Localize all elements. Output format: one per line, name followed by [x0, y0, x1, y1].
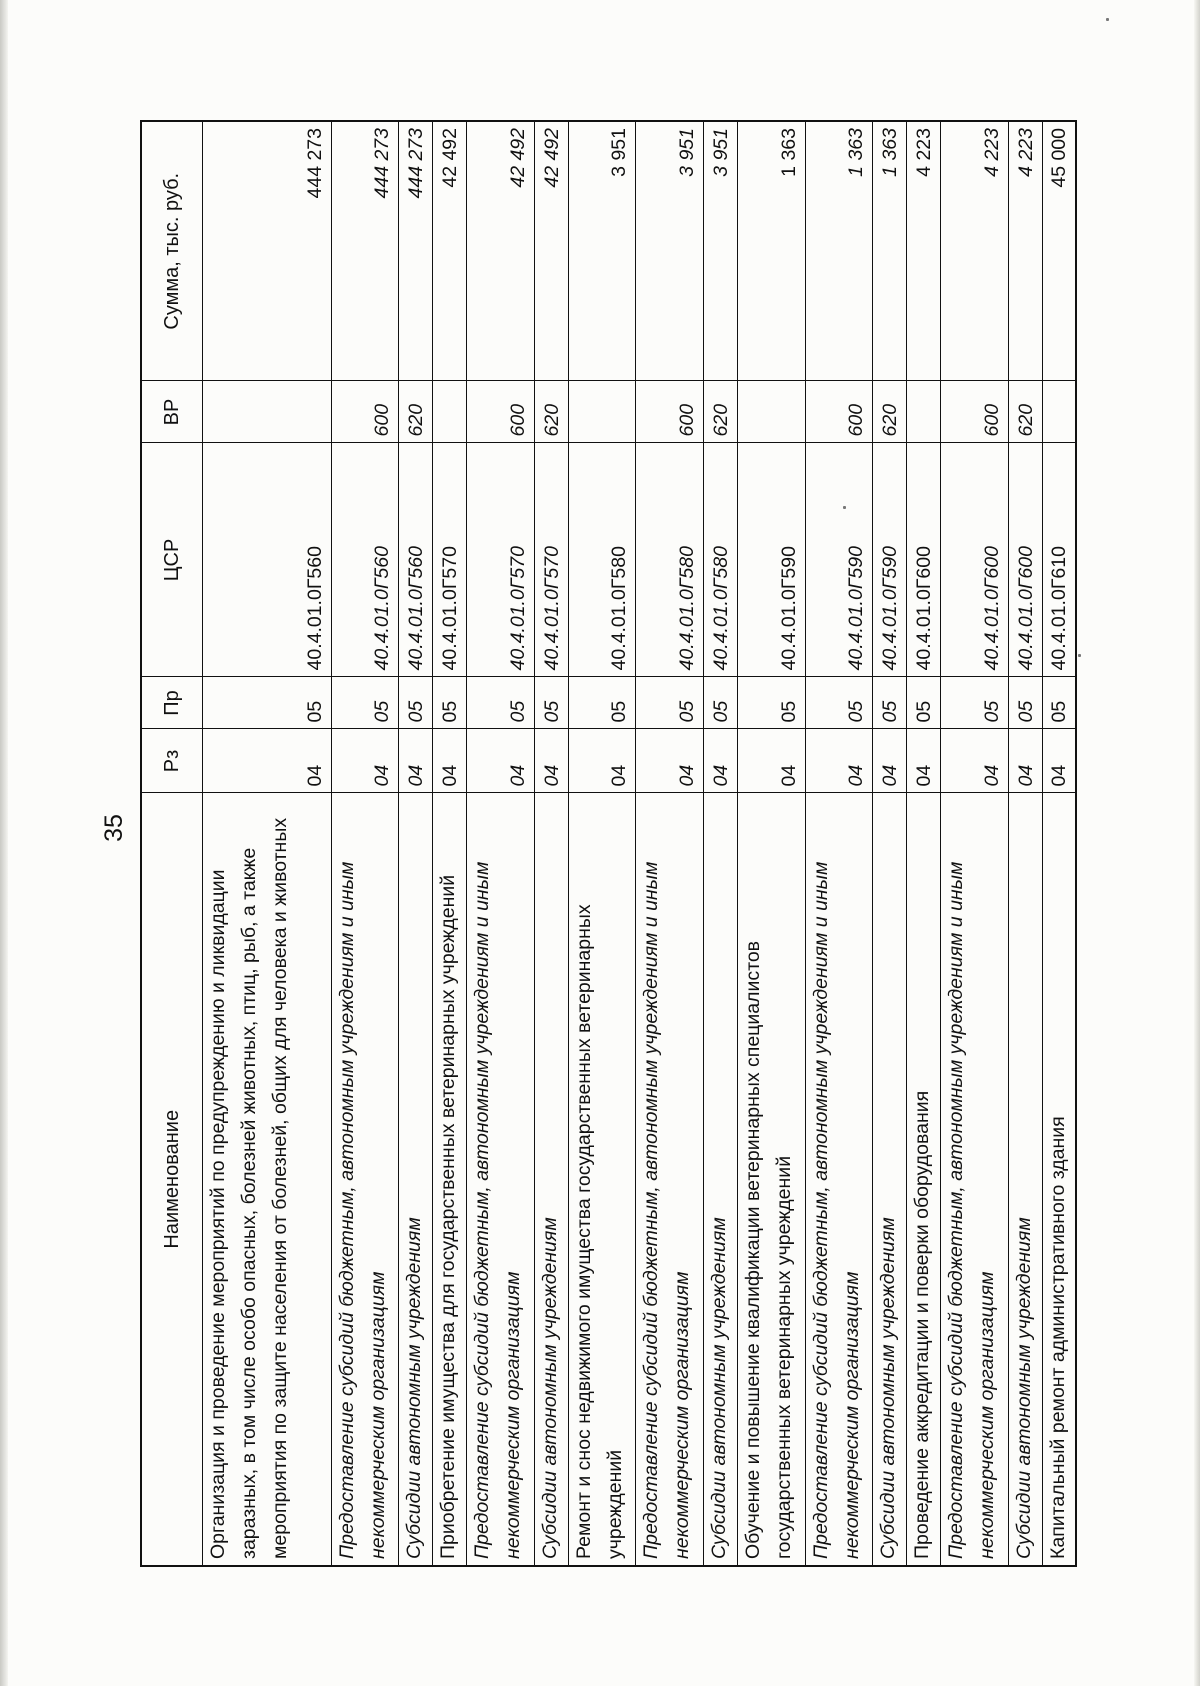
cell-vr: 620: [399, 381, 433, 443]
cell-name: Проведение аккредитации и поверки оборудования: [907, 793, 941, 1566]
cell-vr: [1042, 381, 1076, 443]
cell-sum: 3 951: [704, 121, 738, 381]
cell-sum: 1 363: [805, 121, 873, 381]
cell-rz: 04: [941, 729, 1009, 793]
scan-edge-left: [0, 0, 8, 1686]
cell-rz: 04: [907, 729, 941, 793]
cell-csr: 40.4.01.0Г560: [331, 443, 399, 677]
cell-sum: 42 492: [534, 121, 568, 381]
cell-csr: 40.4.01.0Г590: [805, 443, 873, 677]
cell-rz: 04: [534, 729, 568, 793]
cell-csr: 40.4.01.0Г580: [568, 443, 636, 677]
header-rz: Рз: [141, 729, 202, 793]
cell-pr: 05: [202, 677, 331, 729]
cell-rz: 04: [331, 729, 399, 793]
cell-vr: [737, 381, 805, 443]
cell-name: Субсидии автономным учреждениям: [704, 793, 738, 1566]
table-row: [873, 121, 907, 1566]
page-number: 35: [100, 814, 128, 842]
cell-csr: 40.4.01.0Г610: [1042, 443, 1076, 677]
table-row: [907, 121, 941, 1566]
cell-name: Субсидии автономным учреждениям: [399, 793, 433, 1566]
header-vr: ВР: [141, 381, 202, 443]
scan-edge-right: [1194, 0, 1200, 1686]
cell-rz: 04: [202, 729, 331, 793]
cell-sum: 444 273: [399, 121, 433, 381]
cell-csr: 40.4.01.0Г600: [941, 443, 1009, 677]
cell-name: Предоставление субсидий бюджетным, автономным учреждениям и иным некоммерческим организациям: [331, 793, 399, 1566]
cell-pr: 05: [1042, 677, 1076, 729]
cell-rz: 04: [399, 729, 433, 793]
table-body: [202, 121, 1076, 1566]
cell-vr: [907, 381, 941, 443]
cell-sum: 1 363: [737, 121, 805, 381]
cell-csr: 40.4.01.0Г590: [873, 443, 907, 677]
table-row: [636, 121, 704, 1566]
cell-rz: 04: [636, 729, 704, 793]
cell-vr: 620: [1008, 381, 1042, 443]
cell-csr: 40.4.01.0Г580: [636, 443, 704, 677]
cell-pr: 05: [636, 677, 704, 729]
scan-speck: [1106, 18, 1109, 21]
cell-vr: [568, 381, 636, 443]
header-csr: ЦСР: [141, 443, 202, 677]
cell-vr: 620: [704, 381, 738, 443]
cell-name: Капитальный ремонт административного здания: [1042, 793, 1076, 1566]
cell-sum: 3 951: [636, 121, 704, 381]
cell-vr: [433, 381, 467, 443]
cell-rz: 04: [873, 729, 907, 793]
cell-rz: 04: [568, 729, 636, 793]
table-row: [534, 121, 568, 1566]
cell-sum: 3 951: [568, 121, 636, 381]
cell-sum: 4 223: [941, 121, 1009, 381]
cell-sum: 4 223: [1008, 121, 1042, 381]
cell-pr: 05: [1008, 677, 1042, 729]
cell-sum: 45 000: [1042, 121, 1076, 381]
cell-name: Ремонт и снос недвижимого имущества государственных ветеринарных учреждений: [568, 793, 636, 1566]
cell-vr: [202, 381, 331, 443]
cell-pr: 05: [433, 677, 467, 729]
cell-name: Субсидии автономным учреждениям: [873, 793, 907, 1566]
budget-table: [140, 120, 1077, 1567]
table-row: [737, 121, 805, 1566]
cell-csr: 40.4.01.0Г590: [737, 443, 805, 677]
cell-pr: 05: [534, 677, 568, 729]
cell-name: Предоставление субсидий бюджетным, автономным учреждениям и иным некоммерческим организациям: [467, 793, 535, 1566]
cell-csr: 40.4.01.0Г560: [399, 443, 433, 677]
table-row: [704, 121, 738, 1566]
cell-pr: 05: [399, 677, 433, 729]
cell-name: Обучение и повышение квалификации ветеринарных специалистов государственных ветеринарных учреждений: [737, 793, 805, 1566]
scan-speck: [1078, 654, 1081, 657]
table-header-row: [141, 121, 202, 1566]
cell-vr: 600: [805, 381, 873, 443]
cell-rz: 04: [737, 729, 805, 793]
cell-pr: 05: [737, 677, 805, 729]
cell-vr: 600: [941, 381, 1009, 443]
cell-csr: 40.4.01.0Г600: [907, 443, 941, 677]
cell-rz: 04: [704, 729, 738, 793]
cell-rz: 04: [1042, 729, 1076, 793]
table-row: [941, 121, 1009, 1566]
table-row: [1008, 121, 1042, 1566]
cell-csr: 40.4.01.0Г580: [704, 443, 738, 677]
cell-sum: 42 492: [467, 121, 535, 381]
cell-sum: 42 492: [433, 121, 467, 381]
cell-name: Предоставление субсидий бюджетным, автономным учреждениям и иным некоммерческим организациям: [941, 793, 1009, 1566]
budget-table-container: [140, 122, 1077, 1567]
cell-csr: 40.4.01.0Г570: [534, 443, 568, 677]
cell-name: Субсидии автономным учреждениям: [1008, 793, 1042, 1566]
cell-pr: 05: [568, 677, 636, 729]
cell-vr: 620: [873, 381, 907, 443]
cell-name: Организация и проведение мероприятий по предупреждению и ликвидации заразных, в том числе особо опасных, болезней животных, птиц, рыб, а также мероприятия по защите населения от болезней, общих для человека и животных: [202, 793, 331, 1566]
cell-rz: 04: [1008, 729, 1042, 793]
cell-sum: 444 273: [202, 121, 331, 381]
table-row: [202, 121, 331, 1566]
cell-pr: 05: [941, 677, 1009, 729]
cell-sum: 4 223: [907, 121, 941, 381]
cell-csr: 40.4.01.0Г560: [202, 443, 331, 677]
header-pr: Пр: [141, 677, 202, 729]
cell-vr: 600: [636, 381, 704, 443]
table-row: [399, 121, 433, 1566]
table-row: [331, 121, 399, 1566]
cell-vr: 600: [331, 381, 399, 443]
cell-csr: 40.4.01.0Г570: [433, 443, 467, 677]
table-row: [1042, 121, 1076, 1566]
cell-name: Предоставление субсидий бюджетным, автономным учреждениям и иным некоммерческим организациям: [805, 793, 873, 1566]
cell-sum: 1 363: [873, 121, 907, 381]
cell-name: Приобретение имущества для государственных ветеринарных учреждений: [433, 793, 467, 1566]
cell-pr: 05: [907, 677, 941, 729]
cell-sum: 444 273: [331, 121, 399, 381]
cell-csr: 40.4.01.0Г600: [1008, 443, 1042, 677]
cell-name: Предоставление субсидий бюджетным, автономным учреждениям и иным некоммерческим организациям: [636, 793, 704, 1566]
cell-rz: 04: [433, 729, 467, 793]
header-name: Наименование: [141, 793, 202, 1566]
cell-pr: 05: [704, 677, 738, 729]
table-row: [433, 121, 467, 1566]
header-sum: Сумма, тыс. руб.: [141, 121, 202, 381]
cell-rz: 04: [467, 729, 535, 793]
cell-pr: 05: [467, 677, 535, 729]
cell-pr: 05: [805, 677, 873, 729]
cell-csr: 40.4.01.0Г570: [467, 443, 535, 677]
cell-vr: 600: [467, 381, 535, 443]
cell-pr: 05: [873, 677, 907, 729]
table-row: [805, 121, 873, 1566]
cell-pr: 05: [331, 677, 399, 729]
table-row: [568, 121, 636, 1566]
cell-name: Субсидии автономным учреждениям: [534, 793, 568, 1566]
table-row: [467, 121, 535, 1566]
cell-vr: 620: [534, 381, 568, 443]
cell-rz: 04: [805, 729, 873, 793]
